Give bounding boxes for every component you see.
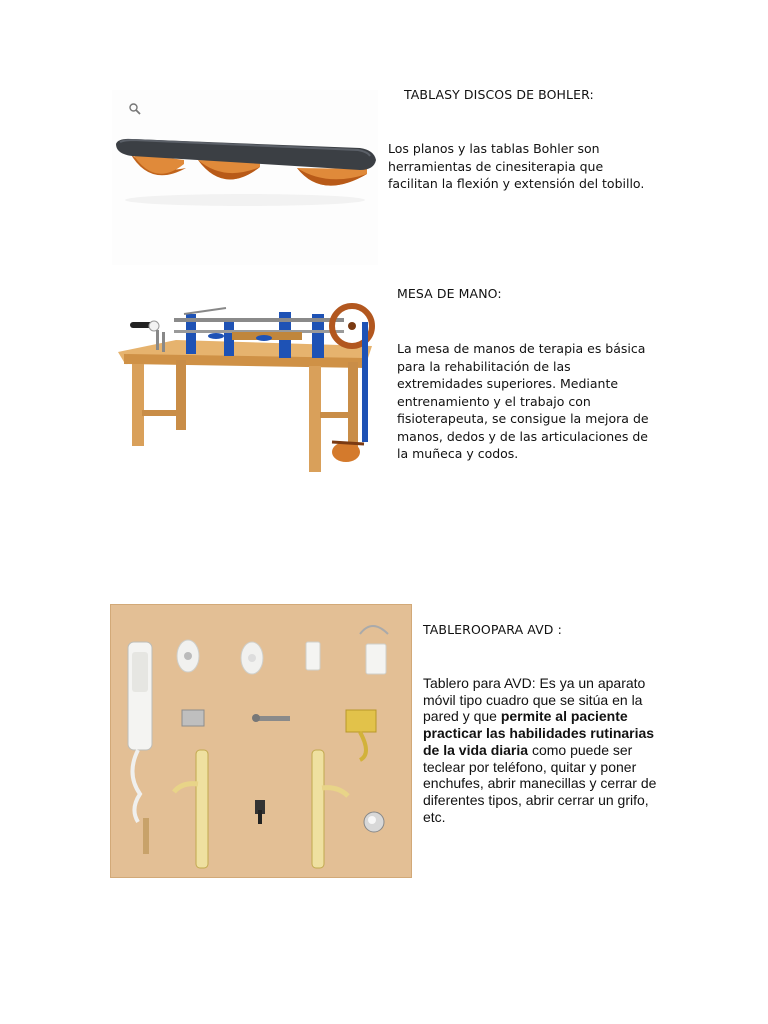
section-text-avd-part2: como puede ser teclear por teléfono, quitar y poner enchufes, abrir manecillas y cerrar de diferentes tipos, abrir cerrar un grifo, etc.: [423, 741, 657, 825]
section-text-hand-table: La mesa de manos de terapia es básica para la rehabilitación de las extremidades superiores. Mediante entrenamiento y el trabajo con fisioterapeuta, se consigue la mejora de manos, dedos y de las articulaciones de la muñeca y codos.: [397, 341, 649, 461]
section-title-bohler: TABLASY DISCOS DE BOHLER:: [404, 87, 594, 102]
section-text-avd-bold: permite al paciente practicar las habilidades rutinarias de la vida diaria: [423, 708, 655, 758]
section-text-bohler: Los planos y las tablas Bohler son herramientas de cinesiterapia que facilitan la flexión y extensión del tobillo.: [388, 141, 645, 191]
section-title-avd: TABLEROOPARA AVD :: [423, 622, 562, 637]
magnifier-icon[interactable]: [128, 102, 142, 116]
section-title-hand-table: MESA DE MANO:: [397, 286, 502, 301]
avd-board-image: [110, 604, 412, 878]
bohler-board-image: [112, 90, 378, 265]
section-text-avd-part1: Tablero para AVD: Es ya un aparato móvil tipo cuadro que se sitúa en la pared y que: [423, 675, 646, 725]
hand-table-image: [114, 292, 386, 477]
section-text-avd: [423, 675, 663, 825]
